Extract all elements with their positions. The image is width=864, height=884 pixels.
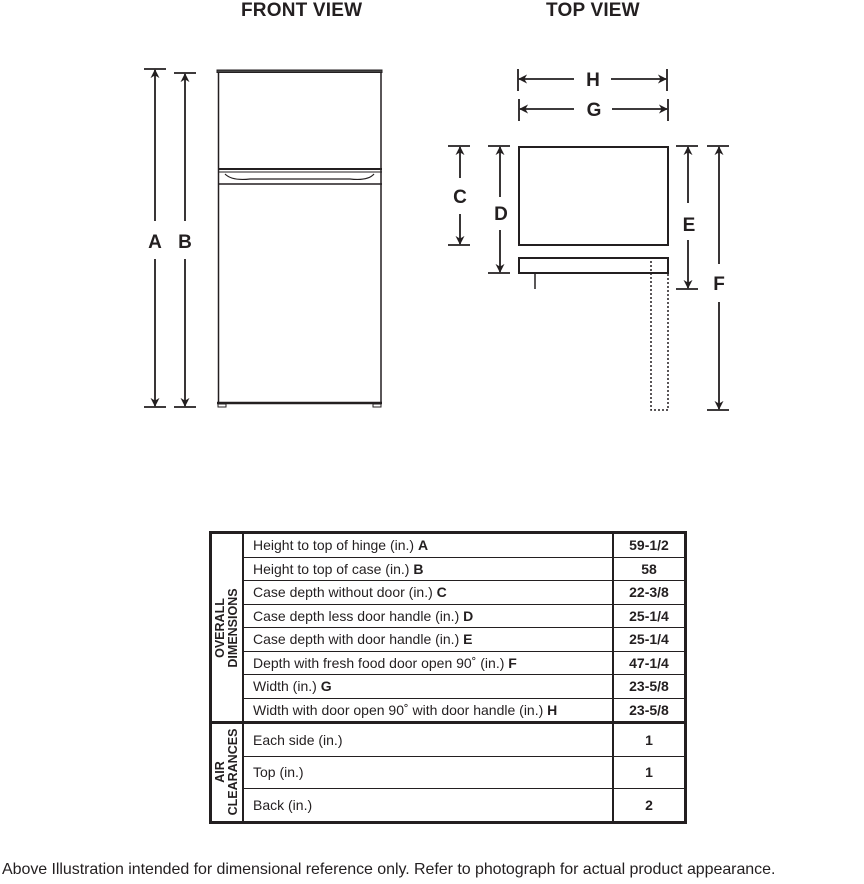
row-value: 25-1/4 <box>613 604 686 628</box>
table-row <box>211 723 686 757</box>
dimension-label-f: F <box>713 274 725 295</box>
table-row <box>211 604 686 628</box>
row-value: 23-5/8 <box>613 698 686 723</box>
dimension-label-e: E <box>682 215 696 236</box>
dimension-label-h: H <box>586 70 600 91</box>
row-value: 58 <box>613 557 686 581</box>
row-description: Width (in.) G <box>243 675 613 699</box>
row-description: Top (in.) <box>243 756 613 789</box>
table-row <box>211 533 686 558</box>
dimension-label-c: C <box>453 187 467 208</box>
refrigerator-top-drawing <box>519 147 668 410</box>
dimension-label-g: G <box>586 100 602 121</box>
dimensions-table <box>209 531 687 824</box>
row-description: Back (in.) <box>243 789 613 823</box>
table-row <box>211 698 686 723</box>
row-description: Case depth without door (in.) C <box>243 581 613 605</box>
table-row <box>211 789 686 823</box>
row-value: 2 <box>613 789 686 823</box>
row-description: Case depth less door handle (in.) D <box>243 604 613 628</box>
row-value: 1 <box>613 756 686 789</box>
overall-dimensions-section <box>211 533 244 723</box>
table-row <box>211 581 686 605</box>
refrigerator-front-drawing <box>217 70 382 407</box>
table-row <box>211 651 686 675</box>
row-value: 47-1/4 <box>613 651 686 675</box>
row-description: Each side (in.) <box>243 723 613 757</box>
row-value: 59-1/2 <box>613 533 686 558</box>
table-row <box>211 756 686 789</box>
section-label: AIR CLEARANCES <box>213 728 240 816</box>
row-value: 23-5/8 <box>613 675 686 699</box>
table-row <box>211 675 686 699</box>
dimension-label-d: D <box>494 204 508 225</box>
row-description: Depth with fresh food door open 90˚ (in.) F <box>243 651 613 675</box>
dimension-label-b: B <box>178 232 192 253</box>
row-value: 1 <box>613 723 686 757</box>
row-description: Case depth with door handle (in.) E <box>243 628 613 652</box>
dimension-label-a: A <box>148 232 162 253</box>
section-label: OVERALL DIMENSIONS <box>213 587 240 668</box>
table-row <box>211 628 686 652</box>
row-description: Width with door open 90˚ with door handle (in.) H <box>243 698 613 723</box>
air-clearances-section <box>211 723 244 823</box>
row-description: Height to top of case (in.) B <box>243 557 613 581</box>
top-view-title: TOP VIEW <box>546 0 640 21</box>
row-description: Height to top of hinge (in.) A <box>243 533 613 558</box>
front-view-title: FRONT VIEW <box>241 0 363 21</box>
disclaimer-footnote: Above Illustration intended for dimensional reference only. Refer to photograph for actual product appearance. <box>2 861 776 878</box>
table-row <box>211 557 686 581</box>
row-value: 22-3/8 <box>613 581 686 605</box>
row-value: 25-1/4 <box>613 628 686 652</box>
